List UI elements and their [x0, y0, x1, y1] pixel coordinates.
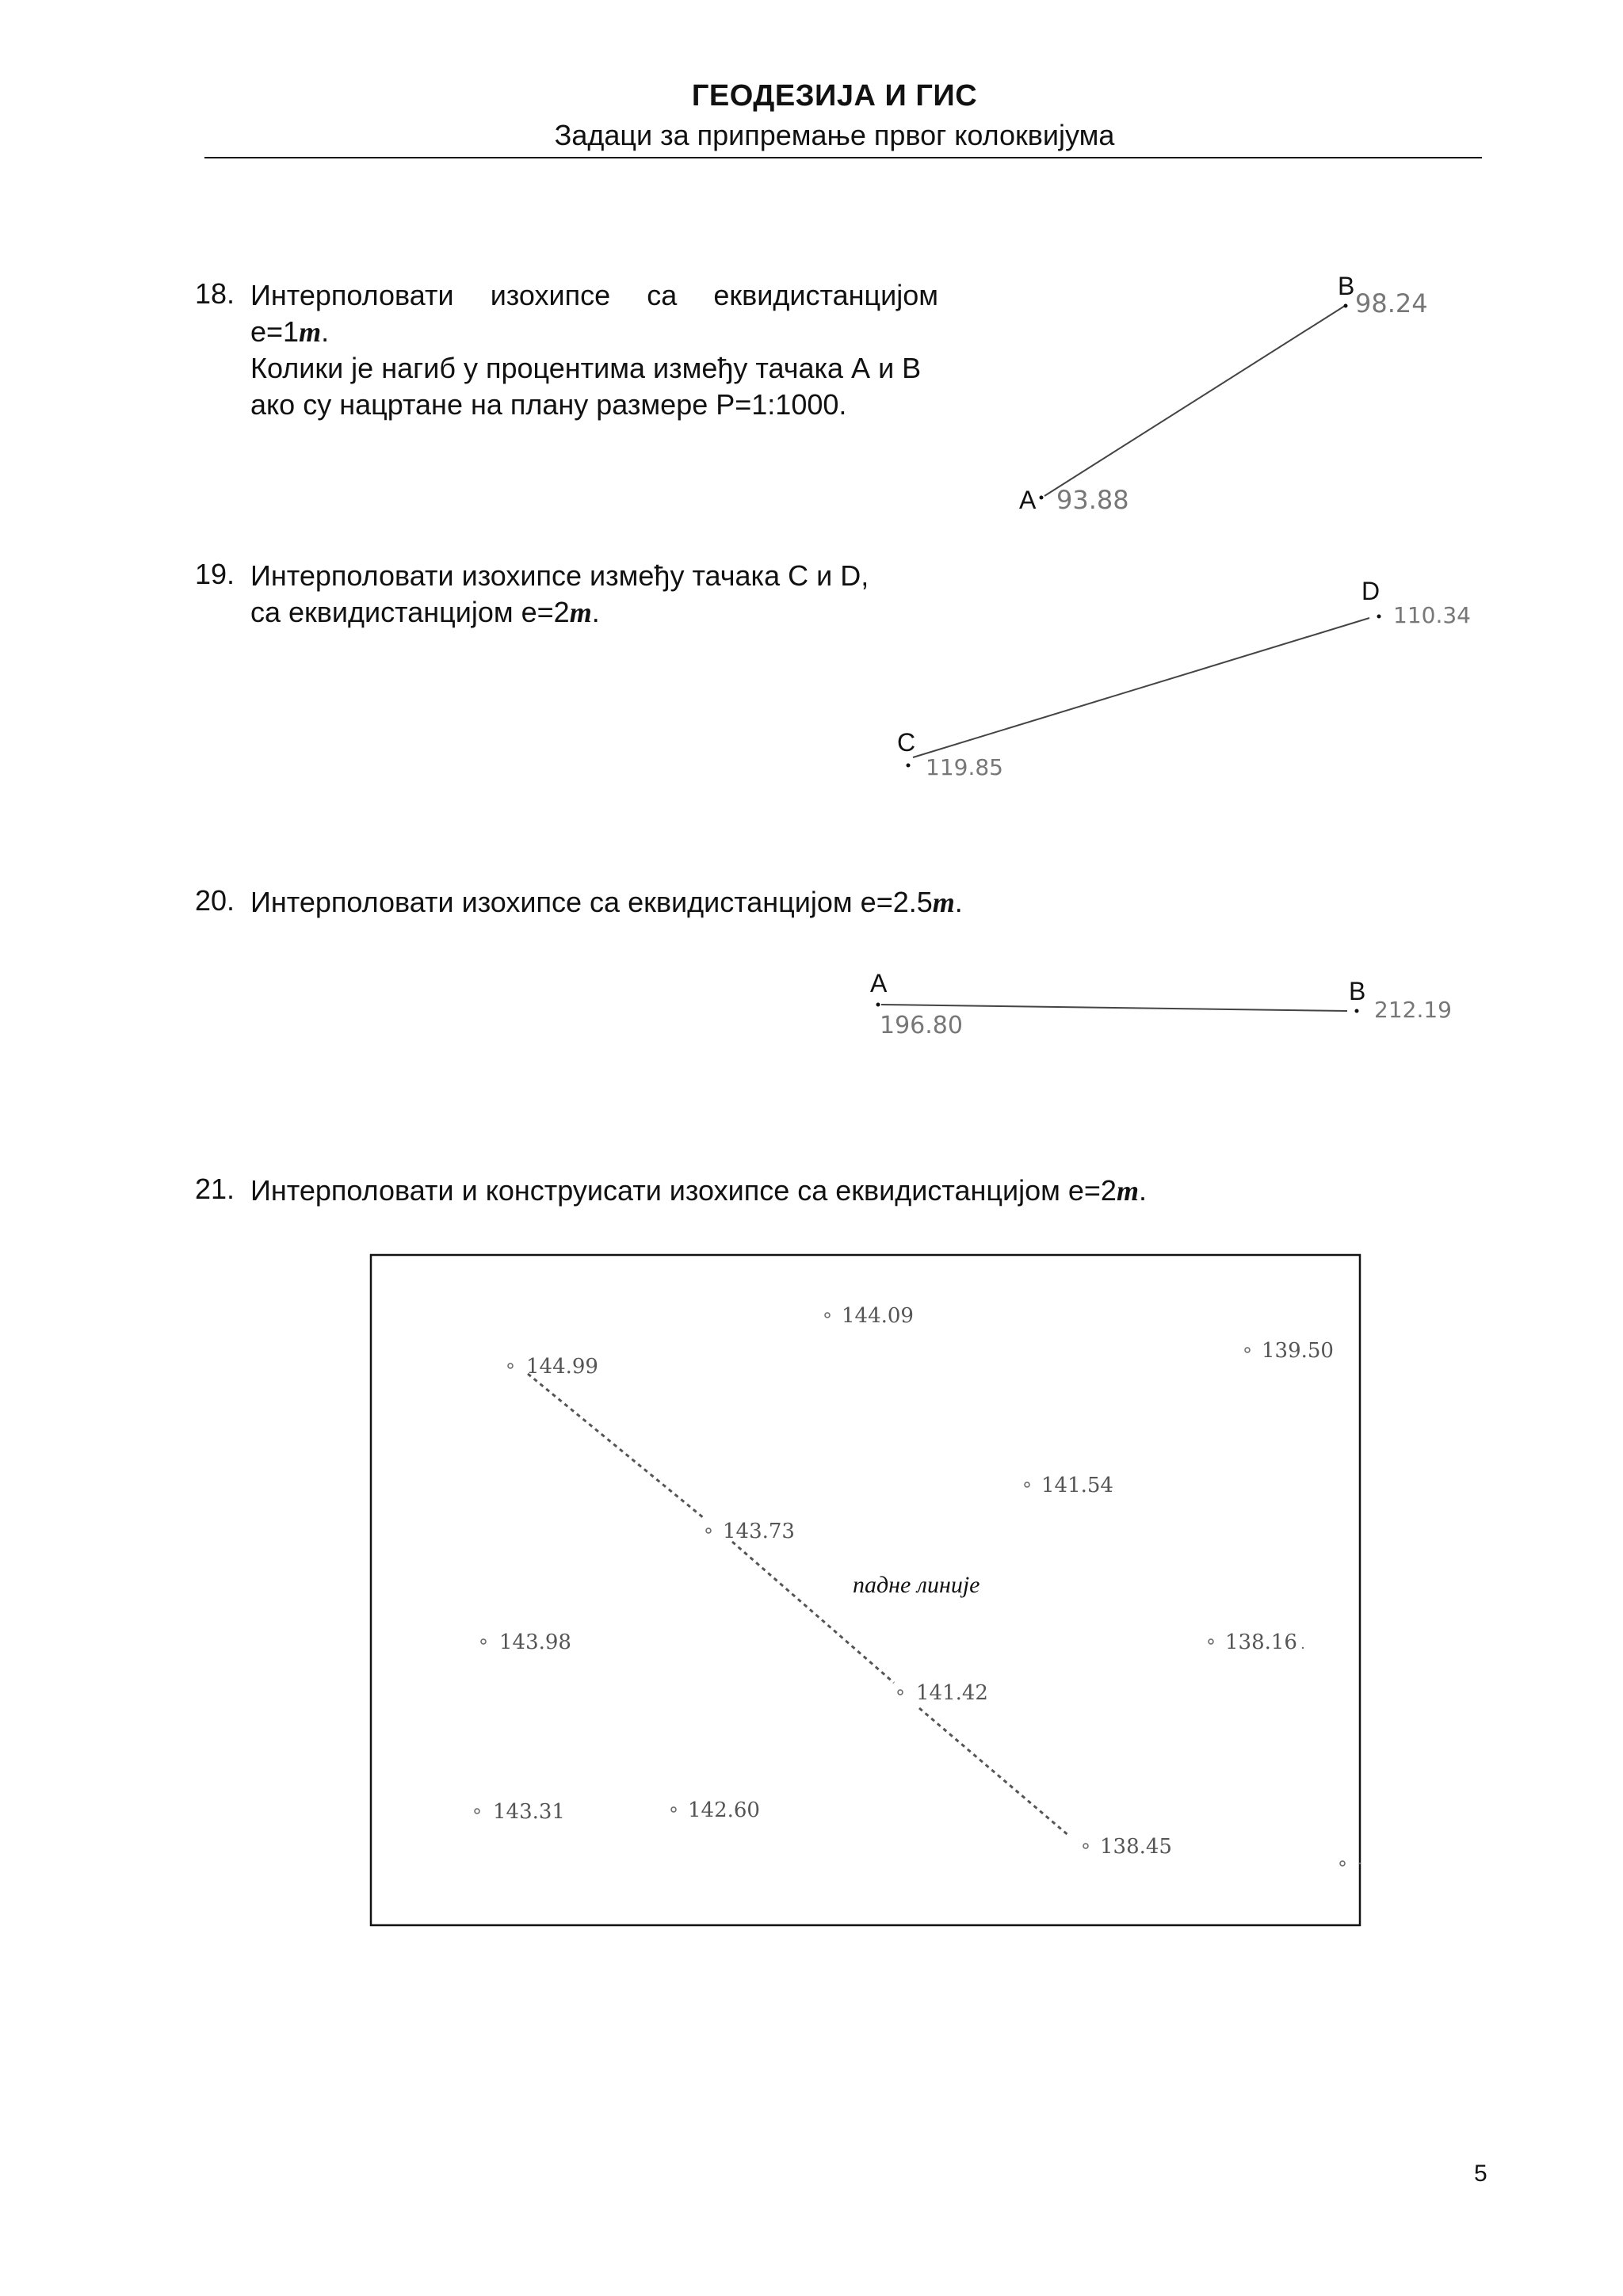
fall-line-segment: [528, 1374, 704, 1518]
task-18-line-3: ако су нацртане на плану размере Р=1:1000.: [250, 388, 847, 421]
fall-line-segment: [919, 1708, 1070, 1836]
map-point: [671, 1798, 760, 1822]
point-b-dot: [1355, 1009, 1359, 1013]
stray-mark: [1302, 1647, 1304, 1649]
point-b-label: B: [1338, 272, 1355, 300]
point-a-elevation: 93.88: [1056, 485, 1129, 515]
point-b-elevation: 98.24: [1355, 288, 1428, 318]
map-point: [1025, 1474, 1113, 1497]
document-subtitle: Задаци за припремање првог колоквијума: [554, 119, 1115, 151]
page-number: 5: [1474, 2161, 1487, 2187]
task-18-line-1: Интерполовати изохипсе са еквидистанцијом е=1m.: [250, 279, 938, 348]
document-title: ГЕОДЕЗИЈА И ГИС: [691, 79, 978, 113]
fall-line-segment: [732, 1542, 894, 1683]
point-dot: [1209, 1639, 1213, 1644]
point-dot: [706, 1528, 711, 1533]
point-elevation: 143.31: [493, 1800, 565, 1824]
point-d-dot: [1377, 615, 1381, 619]
point-b-dot: [1344, 304, 1348, 308]
point-dot: [508, 1363, 513, 1368]
point-elevation: 141.54: [1041, 1474, 1113, 1497]
task-21-number: 21.: [195, 1173, 235, 1205]
point-dot: [1245, 1348, 1250, 1352]
point-elevation: 144.09: [842, 1304, 914, 1328]
task-21-map: [371, 1255, 1361, 1925]
point-dot: [475, 1809, 479, 1814]
point-b-label: B: [1349, 977, 1366, 1005]
task-18-figure: [1019, 272, 1428, 515]
map-point: [1083, 1835, 1172, 1859]
point-elevation: 142.60: [688, 1798, 760, 1822]
point-d-label: D: [1361, 577, 1381, 605]
point-b-elevation: 212.19: [1374, 997, 1452, 1023]
point-d-elevation: 110.34: [1393, 602, 1471, 628]
point-dot: [825, 1313, 830, 1318]
map-point: [825, 1304, 914, 1328]
point-c-elevation: 119.85: [926, 754, 1003, 780]
task-20-number: 20.: [195, 884, 235, 917]
point-c-label: C: [897, 728, 916, 757]
stray-point-dot: [1340, 1861, 1345, 1866]
point-a-dot: [876, 1003, 880, 1007]
map-point: [508, 1355, 598, 1379]
map-point: [475, 1800, 565, 1824]
map-point: [898, 1681, 988, 1705]
point-elevation: 143.73: [723, 1520, 795, 1543]
task-20-text: Интерполовати изохипсе са еквидистанцијом е=2.5m.: [250, 886, 963, 918]
task-19-line-2: са еквидистанцијом е=2m.: [250, 596, 600, 628]
task-18-number: 18.: [195, 277, 235, 310]
map-point: [1245, 1339, 1334, 1363]
point-a-label: A: [870, 969, 888, 997]
point-dot: [898, 1690, 903, 1695]
task-19-line-1: Интерполовати изохипсе између тачака C и D,: [250, 559, 869, 592]
point-elevation: 144.99: [526, 1355, 598, 1379]
ab-horizontal-line: [881, 1005, 1347, 1011]
point-c-dot: [907, 764, 911, 768]
map-point: [1209, 1630, 1297, 1654]
ab-line: [1044, 306, 1345, 496]
task-19-figure: [897, 577, 1471, 780]
point-elevation: 139.50: [1262, 1339, 1334, 1363]
point-elevation: 138.16: [1225, 1630, 1297, 1654]
map-point: [481, 1630, 571, 1654]
point-a-dot: [1040, 496, 1044, 500]
task-19-number: 19.: [195, 558, 235, 590]
point-dot: [481, 1639, 486, 1644]
point-a-label: A: [1019, 486, 1037, 514]
stray-mark: [1359, 1863, 1361, 1864]
point-a-elevation: 196.80: [880, 1012, 963, 1039]
task-21-text: Интерполовати и конструисати изохипсе са еквидистанцијом е=2m.: [250, 1174, 1147, 1207]
cd-line: [913, 618, 1369, 757]
point-elevation: 138.45: [1100, 1835, 1172, 1859]
task-20-figure: [870, 969, 1452, 1039]
map-point: [706, 1520, 795, 1543]
point-dot: [671, 1807, 676, 1812]
point-dot: [1083, 1844, 1088, 1848]
point-elevation: 143.98: [499, 1630, 571, 1654]
point-dot: [1025, 1482, 1029, 1487]
fall-lines-label: падне линије: [853, 1572, 980, 1598]
point-elevation: 141.42: [916, 1681, 988, 1705]
task-18-line-2: Колики је нагиб у процентима између тачака А и В: [250, 352, 922, 384]
